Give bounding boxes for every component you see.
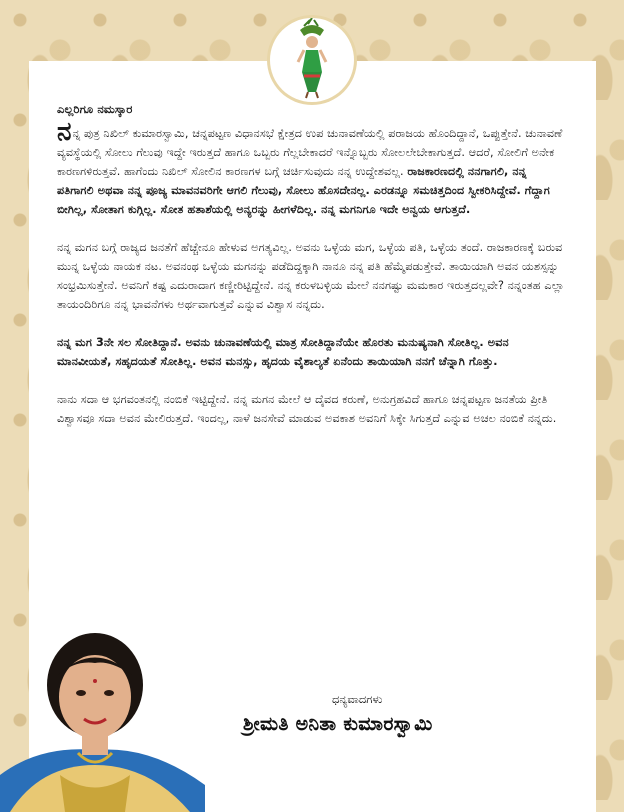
woman-farmer-icon [270, 18, 354, 102]
drop-cap: ನ [57, 117, 72, 147]
paragraph-1-bold: ರಾಜಕಾರಣದಲ್ಲಿ ನನಗಾಗಲಿ, ನನ್ನ ಪತಿಗಾಗಲಿ ಅಥವಾ ನನ್ನ ಪೂಜ್ಯ ಮಾವನವರಿಗೇ ಆಗಲಿ ಗೆಲುವು, ಸೋಲು ಹೊಸದೇನಲ್ಲ. ಎರಡನ್ನೂ ಸಮಚಿತ್ತದಿಂದ ಸ್ವೀಕರಿಸಿದ್ದೇವೆ. ಗೆದ್ದಾಗ ಬೀಗಿಲ್ಲ, ಸೋತಾಗ ಕುಗ್ಗಿಲ್ಲ. ಸೋತ ಹತಾಶೆಯಲ್ಲಿ ಅನ್ಯರನ್ನು ಹೀಗಳೆದಿಲ್ಲ. ನನ್ನ ಮಗನಿಗೂ ಇದೇ ಅನ್ವಯ ಆಗುತ್ತದೆ. [57, 165, 550, 216]
paragraph-1 [57, 117, 567, 219]
paragraph-2: ನನ್ನ ಮಗನ ಬಗ್ಗೆ ರಾಜ್ಯದ ಜನತೆಗೆ ಹೆಚ್ಚೇನೂ ಹೇಳುವ ಅಗತ್ಯವಿಲ್ಲ. ಅವನು ಒಳ್ಳೆಯ ಮಗ, ಒಳ್ಳೆಯ ಪತಿ, ಒಳ್ಳೆಯ ತಂದೆ. ರಾಜಕಾರಣಕ್ಕೆ ಬರುವ ಮುನ್ನ ಒಳ್ಳೆಯ ನಾಯಕ ನಟ. ಅವನಂಥ ಒಳ್ಳೆಯ ಮಗನನ್ನು ಪಡೆದಿದ್ದಕ್ಕಾಗಿ ನಾನೂ ನನ್ನ ಪತಿ ಹೆಮ್ಮೆಪಡುತ್ತೇವೆ. ತಾಯಿಯಾಗಿ ಅವನ ಯಶಸ್ಸನ್ನು ಸಂಭ್ರಮಿಸುತ್ತೇನೆ. ಅವನಿಗೆ ಕಷ್ಟ ಎದುರಾದಾಗ ಕಣ್ಣೀರಿಟ್ಟಿದ್ದೇನೆ. ನನ್ನ ಕರುಳಬಳ್ಳಿಯ ಮೇಲೆ ನನಗಷ್ಟು ಮಮಕಾರ ಇರುತ್ತದಲ್ಲವೇ? ನನ್ನಂತಹ ಎಲ್ಲಾ ತಾಯಂದಿರಿಗೂ ನನ್ನ ಭಾವನೆಗಳು ಅರ್ಥವಾಗುತ್ತವೆ ಎನ್ನುವ ವಿಶ್ವಾಸ ನನ್ನದು. [57, 241, 565, 311]
portrait-photo [0, 625, 205, 812]
party-emblem-logo [270, 18, 354, 102]
greeting: ಎಲ್ಲರಿಗೂ ನಮಸ್ಕಾರ [57, 102, 133, 116]
closing-thanks: ಧನ್ಯವಾದಗಳು [332, 692, 383, 706]
signature-name: ಶ್ರೀಮತಿ ಅನಿತಾ ಕುಮಾರಸ್ವಾಮಿ [243, 713, 433, 735]
paragraph-4: ನಾನು ಸದಾ ಆ ಭಗವಂತನಲ್ಲಿ ನಂಬಿಕೆ ಇಟ್ಟಿದ್ದೇನೆ. ನನ್ನ ಮಗನ ಮೇಲೆ ಆ ದೈವದ ಕರುಣೆ, ಅನುಗ್ರಹವಿದೆ ಹಾಗೂ ಚನ್ನಪಟ್ಟಣ ಜನತೆಯ ಪ್ರೀತಿ ವಿಶ್ವಾಸವೂ ಸದಾ ಅವನ ಮೇಲಿರುತ್ತದೆ. ಇಂದಲ್ಲ, ನಾಳೆ ಜನಸೇವೆ ಮಾಡುವ ಅವಕಾಶ ಅವನಿಗೆ ಸಿಕ್ಕೇ ಸಿಗುತ್ತದೆ ಎನ್ನುವ ಅಚಲ ನಂಬಿಕೆ ನನ್ನದು. [57, 393, 557, 425]
portrait-icon [0, 625, 205, 812]
paragraph-3: ನನ್ನ ಮಗ 3ನೇ ಸಲ ಸೋತಿದ್ದಾನೆ. ಅವನು ಚುನಾವಣೆಯಲ್ಲಿ ಮಾತ್ರ ಸೋತಿದ್ದಾನೆಯೇ ಹೊರತು ಮನುಷ್ಯನಾಗಿ ಸೋತಿಲ್ಲ. ಅವನ ಮಾನವೀಯತೆ, ಸಹೃದಯತೆ ಸೋತಿಲ್ಲ. ಅವನ ಮನಸ್ಸು, ಹೃದಯ ವೈಶಾಲ್ಯತೆ ಏನೆಂದು ತಾಯಿಯಾಗಿ ನನಗೆ ಚೆನ್ನಾಗಿ ಗೊತ್ತು. [57, 336, 509, 368]
paragraph-1-text: ನ್ನ ಪುತ್ರ ನಿಖಿಲ್ ಕುಮಾರಸ್ವಾಮಿ, ಚನ್ನಪಟ್ಟಣ ವಿಧಾನಸಭೆ ಕ್ಷೇತ್ರದ ಉಪ ಚುನಾವಣೆಯಲ್ಲಿ ಪರಾಜಯ ಹೊಂದಿದ್ದಾನೆ, ಒಪ್ಪುತ್ತೇನೆ. ಚುನಾವಣೆ ವ್ಯವಸ್ಥೆಯಲ್ಲಿ ಸೋಲು ಗೆಲುವು ಇದ್ದೇ ಇರುತ್ತದೆ ಹಾಗೂ ಒಬ್ಬರು ಗೆಲ್ಲಬೇಕಾದರೆ ಇನ್ನೊಬ್ಬರು ಸೋಲಲೇಬೇಕಾಗುತ್ತದೆ. ಆದರೆ, ಸೋಲಿಗೆ ಅನೇಕ ಕಾರಣಗಳಿರುತ್ತವೆ. ಹಾಗೆಂದು ನಿಖಿಲ್ ಸೋಲಿನ ಕಾರಣಗಳ ಬಗ್ಗೆ ಚರ್ಚಿಸುವುದು ನನ್ನ ಉದ್ದೇಶವಲ್ಲ. [57, 127, 563, 178]
letter-body [57, 100, 567, 447]
